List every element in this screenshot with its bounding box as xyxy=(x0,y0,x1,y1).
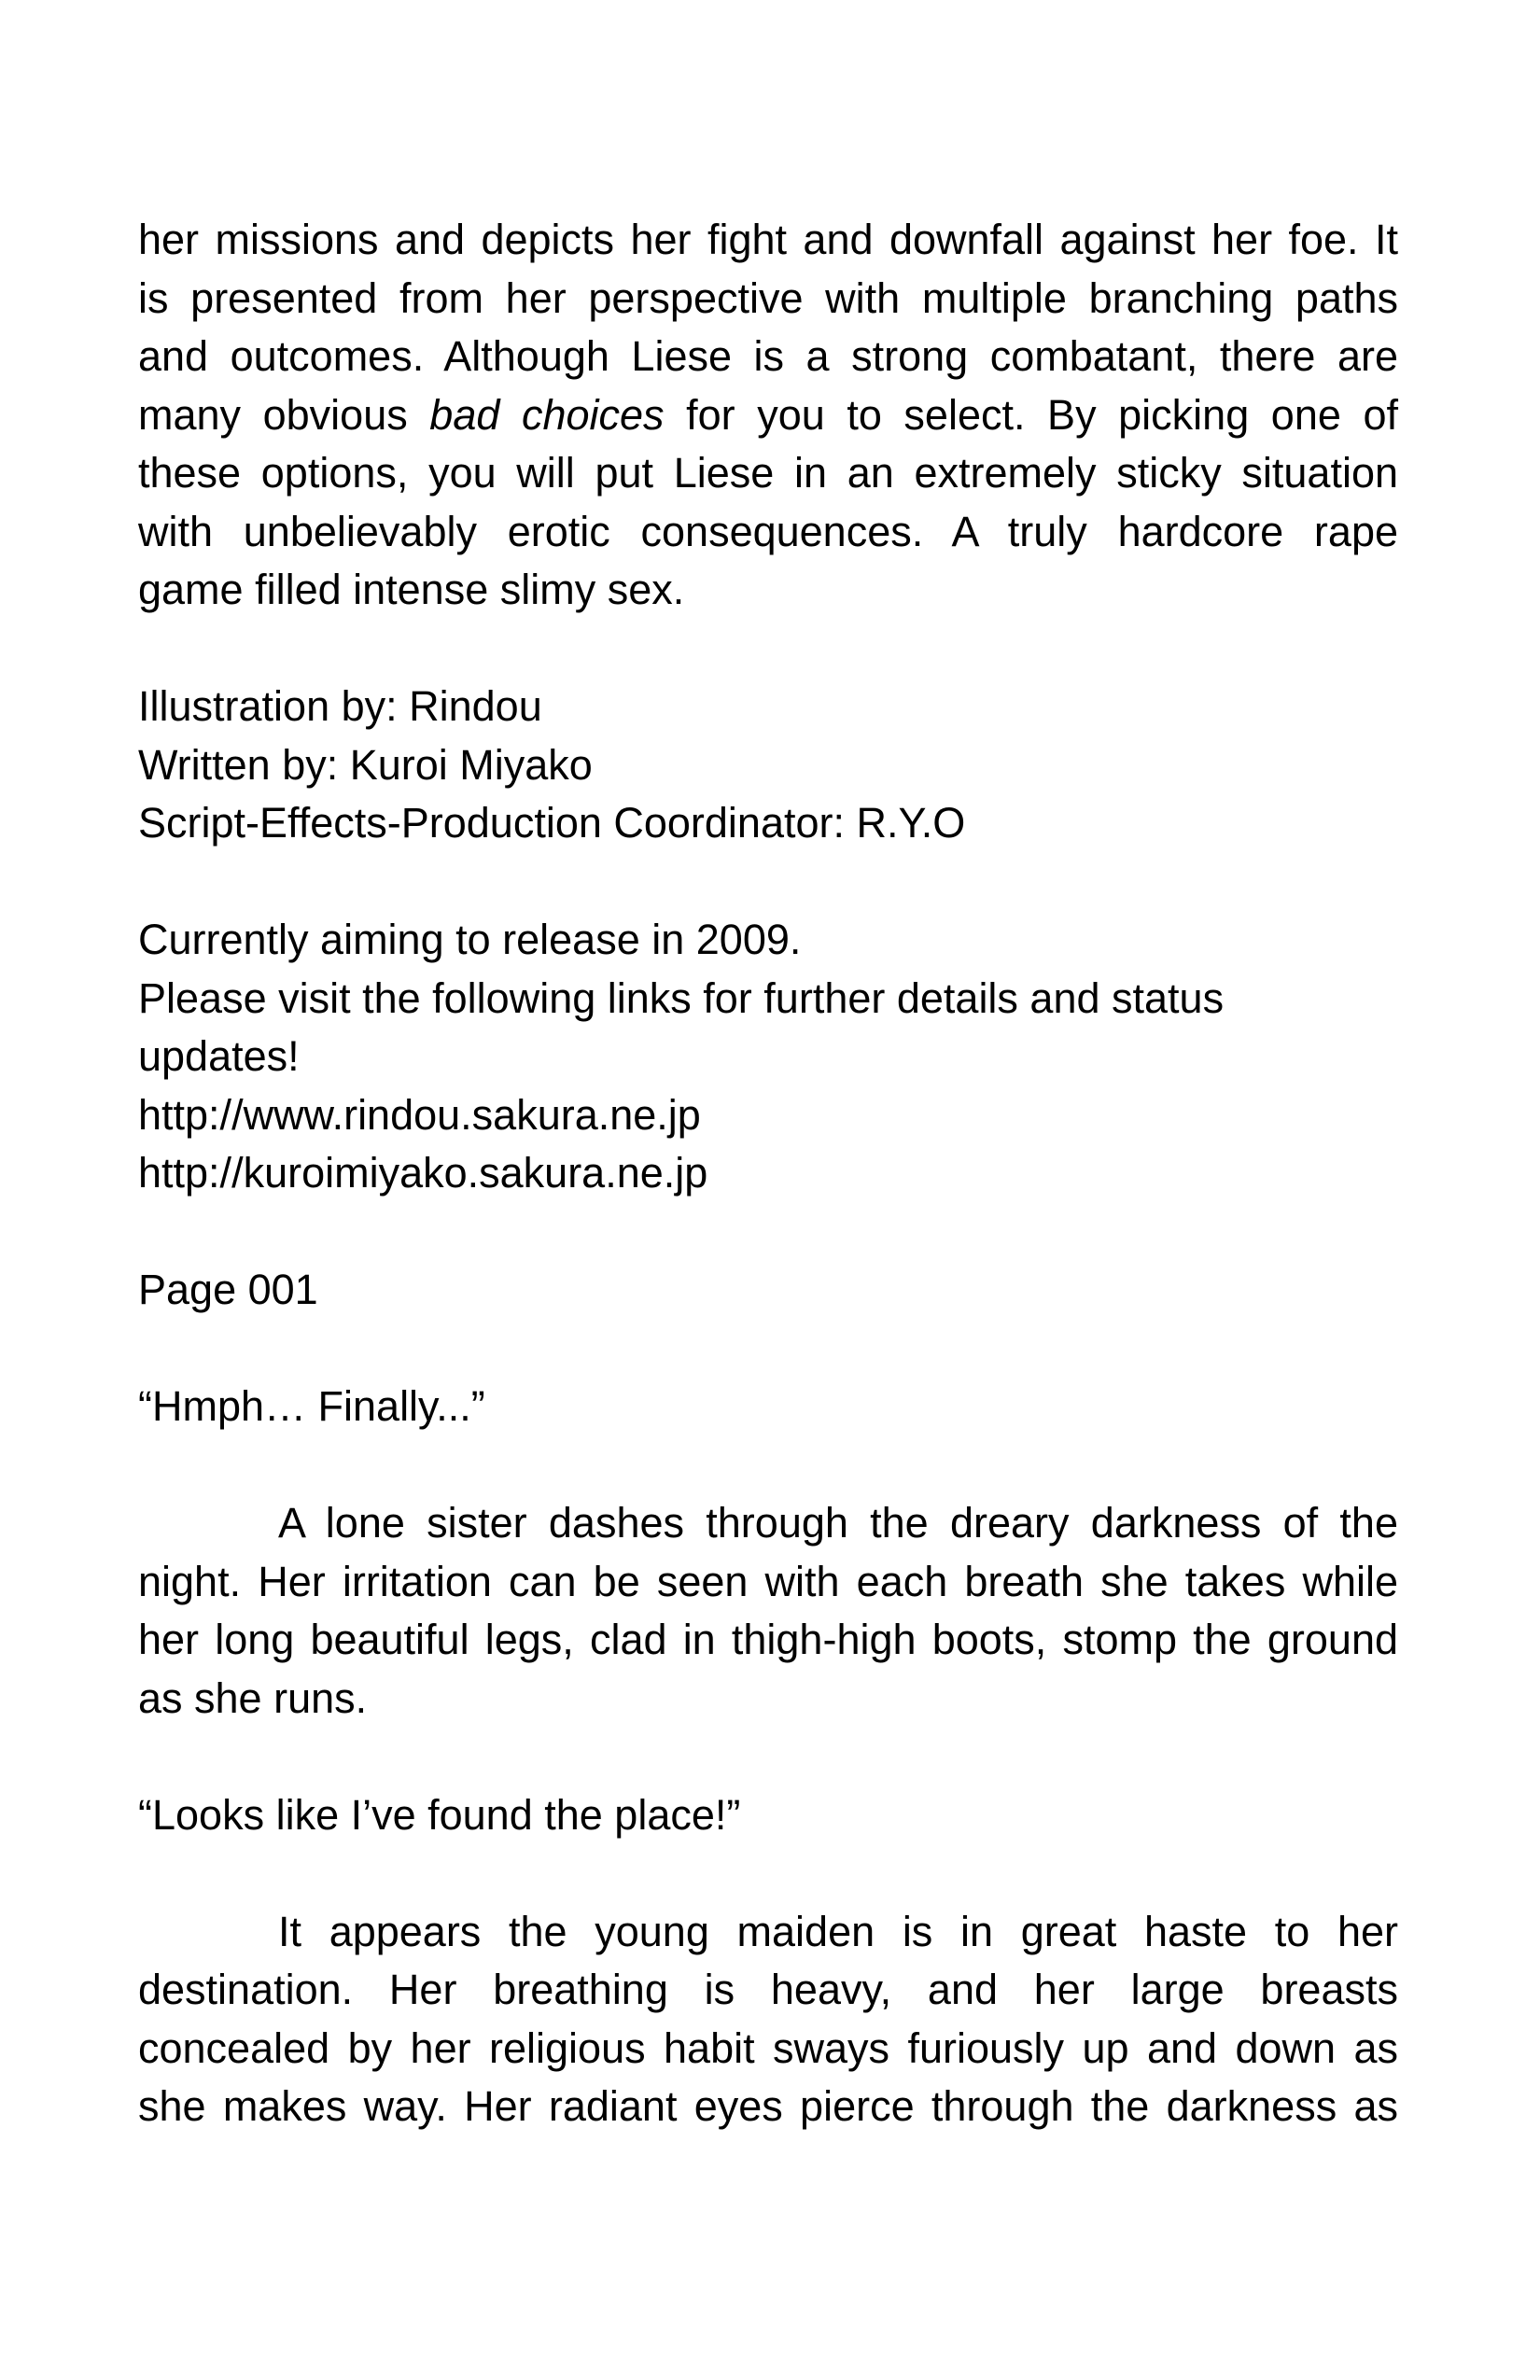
release-info xyxy=(138,911,1398,1203)
dialogue-hmph xyxy=(138,1378,1398,1436)
text-line xyxy=(138,1961,1398,2020)
text-line xyxy=(138,2078,1398,2136)
text-run: with unbelievably erotic consequences. A truly hardcore rape xyxy=(138,507,1398,555)
text-line xyxy=(138,503,1398,562)
text-line xyxy=(138,2020,1398,2079)
text-line xyxy=(138,444,1398,503)
text-run: Please visit the following links for further details and status xyxy=(138,973,1225,1022)
text-run: for you to select. By picking one of xyxy=(664,390,1398,439)
narration-sister-dash xyxy=(138,1494,1398,1728)
intro-paragraph xyxy=(138,211,1398,620)
text-run: Currently aiming to release in 2009. xyxy=(138,916,802,963)
text-line xyxy=(138,1378,1398,1436)
text-line xyxy=(138,1670,1398,1729)
text-run: these options, you will put Liese in an extremely sticky situation xyxy=(138,449,1398,497)
text-line xyxy=(138,328,1398,386)
text-line xyxy=(138,1144,1398,1203)
text-line xyxy=(138,386,1398,445)
text-run: Script-Effects-Production Coordinator: R.Y.O xyxy=(138,799,966,847)
text-run: Written by: Kuroi Miyako xyxy=(138,740,593,789)
text-run: updates! xyxy=(138,1032,300,1080)
text-run: http://kuroimiyako.sakura.ne.jp xyxy=(138,1149,708,1197)
text-run: Illustration by: Rindou xyxy=(138,682,542,730)
text-line xyxy=(138,561,1398,620)
text-line xyxy=(138,794,1398,853)
text-line xyxy=(138,211,1398,270)
page-number xyxy=(138,1261,1398,1320)
text-run: game filled intense slimy sex. xyxy=(138,566,685,613)
text-run: concealed by her religious habit sways furiously up and down as xyxy=(138,2023,1398,2072)
text-run: and outcomes. Although Liese is a strong combatant, there are xyxy=(138,332,1398,380)
text-line xyxy=(138,1611,1398,1670)
text-line xyxy=(138,1261,1398,1320)
text-line xyxy=(138,270,1398,329)
text-run: her long beautiful legs, clad in thigh-high boots, stomp the ground xyxy=(138,1616,1398,1663)
text-line xyxy=(138,1553,1398,1612)
text-run: “Hmph… Finally...” xyxy=(138,1382,485,1430)
text-line xyxy=(138,970,1398,1029)
text-line xyxy=(138,1786,1398,1845)
text-line xyxy=(138,1903,1398,1962)
text-line xyxy=(138,1086,1398,1145)
italic-text: bad choices xyxy=(429,390,665,439)
text-line xyxy=(138,1028,1398,1086)
text-run: she makes way. Her radiant eyes pierce through the darkness as xyxy=(138,2082,1398,2130)
dialogue-found-place xyxy=(138,1786,1398,1845)
text-run: destination. Her breathing is heavy, and her large breasts xyxy=(138,1966,1398,2013)
text-run: A lone sister dashes through the dreary darkness of the xyxy=(278,1499,1398,1547)
text-line xyxy=(138,1494,1398,1553)
text-line xyxy=(138,911,1398,970)
text-run: is presented from her perspective with multiple branching paths xyxy=(138,273,1398,322)
text-run: many obvious xyxy=(138,390,430,439)
text-run: http://www.rindou.sakura.ne.jp xyxy=(138,1090,701,1139)
text-line xyxy=(138,736,1398,795)
text-run: Page 001 xyxy=(138,1266,318,1313)
text-run: night. Her irritation can be seen with each breath she takes while xyxy=(138,1557,1398,1605)
text-run: as she runs. xyxy=(138,1673,368,1722)
credits xyxy=(138,678,1398,853)
text-line xyxy=(138,678,1398,736)
narration-maiden-haste xyxy=(138,1903,1398,2136)
text-run: It appears the young maiden is in great haste to her xyxy=(278,1907,1398,1955)
text-run: her missions and depicts her fight and downfall against her foe. It xyxy=(138,216,1398,263)
text-run: “Looks like I’ve found the place!” xyxy=(138,1790,741,1839)
document-content xyxy=(138,211,1398,2136)
